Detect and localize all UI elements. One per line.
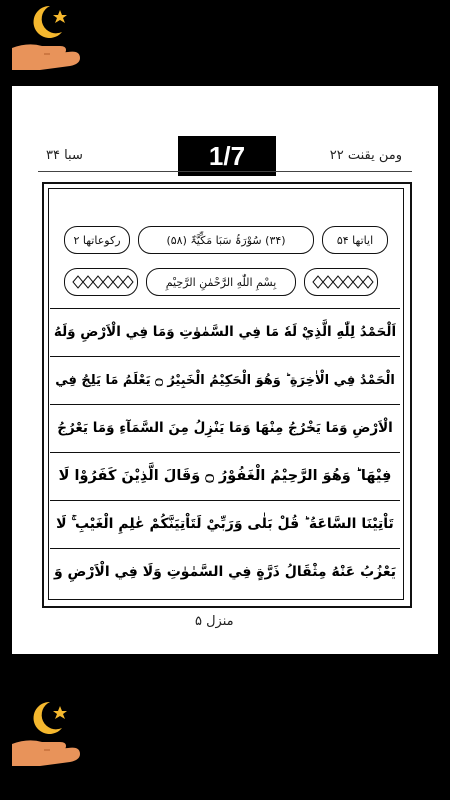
ruku-count-cartouche: رکوعاتھا ۲: [64, 226, 130, 254]
verse-text: الْاَرْضِ وَمَا يَخْرُجُ مِنْهَا وَمَا يَنْزِلُ مِنَ السَّمَآءِ وَمَا يَعْرُجُ: [57, 420, 393, 436]
verse-text: تَاْتِيْنَا السَّاعَةُ ؕ قُلْ بَلٰى وَرَبِّيْ لَتَاْتِيَنَّكُمْ عٰلِمِ الْغَيْبِ ۚ لَا: [56, 516, 394, 532]
ayat-count-cartouche: ایاتھا ۵۴: [322, 226, 388, 254]
ornament-right: [304, 268, 378, 296]
header-juz-label: ومن يقنت ٢٢: [329, 148, 402, 163]
verse-line: [50, 500, 400, 547]
verse-line: [50, 356, 400, 403]
verse-line: [50, 308, 400, 355]
crescent-moon-hand-icon: [10, 698, 82, 768]
verse-line: [50, 548, 400, 595]
verse-line: [50, 452, 400, 499]
ornament-left: [64, 268, 138, 296]
surah-name-cartouche: (۳۴) سُوْرَۃُ سَبَا مَکِّیَّۃٌ (۵۸): [138, 226, 314, 254]
manzil-label: منزل ۵: [195, 614, 234, 629]
header-surah-label: سبا ۳۴: [46, 148, 83, 163]
verse-text: اَلْحَمْدُ لِلّٰهِ الَّذِيْ لَهٗ مَا فِي السَّمٰوٰتِ وَمَا فِي الْاَرْضِ وَلَهُ: [53, 324, 397, 340]
verse-text: فِيْهَا ؕ وَهُوَ الرَّحِيْمُ الْغَفُوْرُ ۝ وَقَالَ الَّذِيْنَ كَفَرُوْا لَا: [58, 468, 392, 484]
verse-line: [50, 404, 400, 451]
page-counter: 1/7: [178, 136, 276, 176]
verse-text: الْحَمْدُ فِي الْاٰخِرَةِ ؕ وَهُوَ الْحَكِيْمُ الْخَبِيْرُ ۝ يَعْلَمُ مَا يَلِجُ فِي: [55, 372, 395, 388]
header-divider: [38, 171, 412, 172]
bismillah-cartouche: بِسْمِ اللّٰهِ الرَّحْمٰنِ الرَّحِيْمِ: [146, 268, 296, 296]
crescent-moon-hand-icon: [10, 2, 82, 72]
verse-text: يَعْزُبُ عَنْهُ مِثْقَالُ ذَرَّةٍ فِي السَّمٰوٰتِ وَلَا فِي الْاَرْضِ وَ: [53, 564, 397, 580]
